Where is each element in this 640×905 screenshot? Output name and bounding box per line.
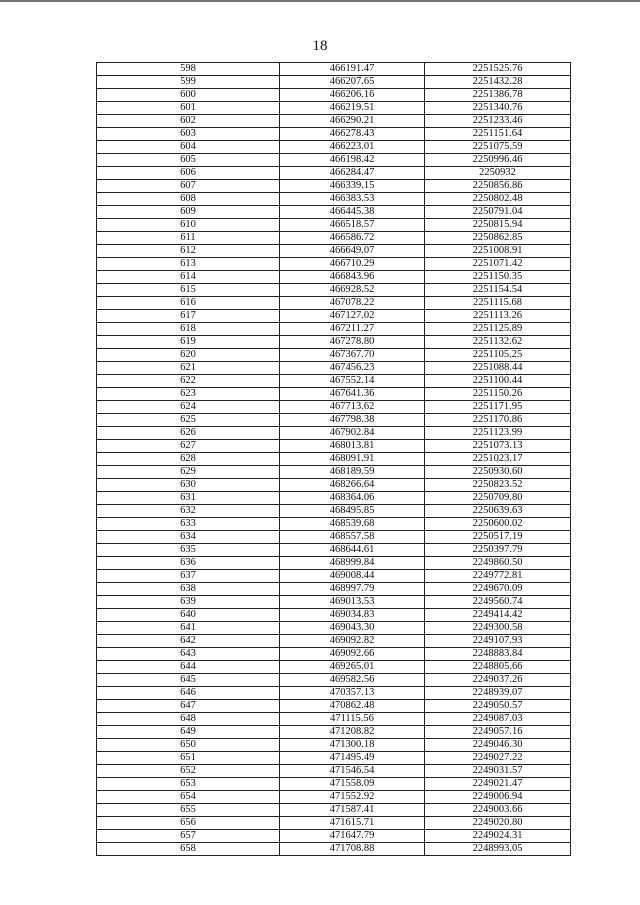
- y-coordinate-cell: 2248939.07: [425, 687, 571, 700]
- y-coordinate-cell: 2251100.44: [425, 375, 571, 388]
- point-number-cell: 627: [97, 440, 280, 453]
- x-coordinate-cell: 466191.47: [280, 63, 425, 76]
- table-row: [97, 154, 571, 167]
- x-coordinate-cell: 466290.21: [280, 115, 425, 128]
- point-number-cell: 640: [97, 609, 280, 622]
- y-coordinate-cell: 2249031.57: [425, 765, 571, 778]
- x-coordinate-cell: 467641.36: [280, 388, 425, 401]
- y-coordinate-cell: 2250996.46: [425, 154, 571, 167]
- x-coordinate-cell: 466278.43: [280, 128, 425, 141]
- table-row: [97, 804, 571, 817]
- y-coordinate-cell: 2250823.52: [425, 479, 571, 492]
- point-number-cell: 617: [97, 310, 280, 323]
- table-row: [97, 713, 571, 726]
- y-coordinate-cell: 2251008.91: [425, 245, 571, 258]
- x-coordinate-cell: 466383.53: [280, 193, 425, 206]
- point-number-cell: 634: [97, 531, 280, 544]
- y-coordinate-cell: 2248805.66: [425, 661, 571, 674]
- point-number-cell: 643: [97, 648, 280, 661]
- y-coordinate-cell: 2251105.25: [425, 349, 571, 362]
- point-number-cell: 605: [97, 154, 280, 167]
- table-row: [97, 466, 571, 479]
- y-coordinate-cell: 2248883.84: [425, 648, 571, 661]
- x-coordinate-cell: 468997.79: [280, 583, 425, 596]
- point-number-cell: 657: [97, 830, 280, 843]
- y-coordinate-cell: 2250802.48: [425, 193, 571, 206]
- table-row: [97, 115, 571, 128]
- point-number-cell: 611: [97, 232, 280, 245]
- table-row: [97, 687, 571, 700]
- y-coordinate-cell: 2251075.59: [425, 141, 571, 154]
- x-coordinate-cell: 466207.65: [280, 76, 425, 89]
- table-row: [97, 752, 571, 765]
- table-row: [97, 427, 571, 440]
- table-row: [97, 830, 571, 843]
- x-coordinate-cell: 471708.88: [280, 843, 425, 856]
- x-coordinate-cell: 468557.58: [280, 531, 425, 544]
- point-number-cell: 647: [97, 700, 280, 713]
- point-number-cell: 619: [97, 336, 280, 349]
- y-coordinate-cell: 2251233.46: [425, 115, 571, 128]
- point-number-cell: 624: [97, 401, 280, 414]
- x-coordinate-cell: 467127.02: [280, 310, 425, 323]
- point-number-cell: 614: [97, 271, 280, 284]
- x-coordinate-cell: 467713.62: [280, 401, 425, 414]
- y-coordinate-cell: 2250709.80: [425, 492, 571, 505]
- x-coordinate-cell: 471587.41: [280, 804, 425, 817]
- x-coordinate-cell: 469092.82: [280, 635, 425, 648]
- point-number-cell: 620: [97, 349, 280, 362]
- table-row: [97, 778, 571, 791]
- x-coordinate-cell: 466223.01: [280, 141, 425, 154]
- point-number-cell: 639: [97, 596, 280, 609]
- point-number-cell: 629: [97, 466, 280, 479]
- table-row: [97, 63, 571, 76]
- point-number-cell: 606: [97, 167, 280, 180]
- point-number-cell: 650: [97, 739, 280, 752]
- y-coordinate-cell: 2251150.26: [425, 388, 571, 401]
- point-number-cell: 653: [97, 778, 280, 791]
- point-number-cell: 610: [97, 219, 280, 232]
- y-coordinate-cell: 2249046.30: [425, 739, 571, 752]
- x-coordinate-cell: 468013.81: [280, 440, 425, 453]
- table-row: [97, 89, 571, 102]
- point-number-cell: 612: [97, 245, 280, 258]
- table-row: [97, 596, 571, 609]
- table-row: [97, 401, 571, 414]
- point-number-cell: 658: [97, 843, 280, 856]
- y-coordinate-cell: 2251115.68: [425, 297, 571, 310]
- point-number-cell: 648: [97, 713, 280, 726]
- y-coordinate-cell: 2251386.78: [425, 89, 571, 102]
- x-coordinate-cell: 471546.54: [280, 765, 425, 778]
- point-number-cell: 621: [97, 362, 280, 375]
- x-coordinate-cell: 470862.48: [280, 700, 425, 713]
- table-row: [97, 622, 571, 635]
- table-row: [97, 765, 571, 778]
- x-coordinate-cell: 467211.27: [280, 323, 425, 336]
- table-row: [97, 661, 571, 674]
- point-number-cell: 600: [97, 89, 280, 102]
- y-coordinate-cell: 2249670.09: [425, 583, 571, 596]
- x-coordinate-cell: 467078.22: [280, 297, 425, 310]
- y-coordinate-cell: 2249860.50: [425, 557, 571, 570]
- x-coordinate-cell: 468539.68: [280, 518, 425, 531]
- x-coordinate-cell: 469265.01: [280, 661, 425, 674]
- x-coordinate-cell: 471300.18: [280, 739, 425, 752]
- point-number-cell: 613: [97, 258, 280, 271]
- table-row: [97, 375, 571, 388]
- point-number-cell: 632: [97, 505, 280, 518]
- point-number-cell: 649: [97, 726, 280, 739]
- x-coordinate-cell: 469013.53: [280, 596, 425, 609]
- y-coordinate-cell: 2251432.28: [425, 76, 571, 89]
- x-coordinate-cell: 469043.30: [280, 622, 425, 635]
- table-row: [97, 271, 571, 284]
- x-coordinate-cell: 471208.82: [280, 726, 425, 739]
- y-coordinate-cell: 2249057.16: [425, 726, 571, 739]
- x-coordinate-cell: 471115.56: [280, 713, 425, 726]
- y-coordinate-cell: 2251073.13: [425, 440, 571, 453]
- x-coordinate-cell: 471495.49: [280, 752, 425, 765]
- x-coordinate-cell: 467278.80: [280, 336, 425, 349]
- x-coordinate-cell: 466284.47: [280, 167, 425, 180]
- y-coordinate-cell: 2249300.58: [425, 622, 571, 635]
- y-coordinate-cell: 2251088.44: [425, 362, 571, 375]
- table-row: [97, 219, 571, 232]
- y-coordinate-cell: 2250815.94: [425, 219, 571, 232]
- y-coordinate-cell: 2251113.26: [425, 310, 571, 323]
- table-row: [97, 258, 571, 271]
- y-coordinate-cell: 2250600.02: [425, 518, 571, 531]
- x-coordinate-cell: 468091.91: [280, 453, 425, 466]
- y-coordinate-cell: 2249037.26: [425, 674, 571, 687]
- y-coordinate-cell: 2249027.22: [425, 752, 571, 765]
- table-row: [97, 492, 571, 505]
- table-row: [97, 479, 571, 492]
- x-coordinate-cell: 469034.83: [280, 609, 425, 622]
- y-coordinate-cell: 2251132.62: [425, 336, 571, 349]
- y-coordinate-cell: 2251525.76: [425, 63, 571, 76]
- table-row: [97, 349, 571, 362]
- table-row: [97, 726, 571, 739]
- y-coordinate-cell: 2250397.79: [425, 544, 571, 557]
- x-coordinate-cell: 466710.29: [280, 258, 425, 271]
- point-number-cell: 604: [97, 141, 280, 154]
- x-coordinate-cell: 468495.85: [280, 505, 425, 518]
- y-coordinate-cell: 2251150.35: [425, 271, 571, 284]
- x-coordinate-cell: 467798.38: [280, 414, 425, 427]
- y-coordinate-cell: 2251154.54: [425, 284, 571, 297]
- x-coordinate-cell: 468266.64: [280, 479, 425, 492]
- table-row: [97, 76, 571, 89]
- point-number-cell: 603: [97, 128, 280, 141]
- table-row: [97, 609, 571, 622]
- table-row: [97, 180, 571, 193]
- x-coordinate-cell: 469092.66: [280, 648, 425, 661]
- y-coordinate-cell: 2250930.60: [425, 466, 571, 479]
- x-coordinate-cell: 471615.71: [280, 817, 425, 830]
- point-number-cell: 652: [97, 765, 280, 778]
- x-coordinate-cell: 471552.92: [280, 791, 425, 804]
- y-coordinate-cell: 2249560.74: [425, 596, 571, 609]
- table-row: [97, 167, 571, 180]
- table-row: [97, 843, 571, 856]
- point-number-cell: 622: [97, 375, 280, 388]
- table-row: [97, 739, 571, 752]
- x-coordinate-cell: 469008.44: [280, 570, 425, 583]
- table-row: [97, 531, 571, 544]
- x-coordinate-cell: 468999.84: [280, 557, 425, 570]
- x-coordinate-cell: 466198.42: [280, 154, 425, 167]
- table-row: [97, 518, 571, 531]
- y-coordinate-cell: 2251123.99: [425, 427, 571, 440]
- x-coordinate-cell: 466928.52: [280, 284, 425, 297]
- x-coordinate-cell: 468189.59: [280, 466, 425, 479]
- point-number-cell: 601: [97, 102, 280, 115]
- point-number-cell: 598: [97, 63, 280, 76]
- x-coordinate-cell: 466219.51: [280, 102, 425, 115]
- point-number-cell: 625: [97, 414, 280, 427]
- point-number-cell: 655: [97, 804, 280, 817]
- x-coordinate-cell: 466445.38: [280, 206, 425, 219]
- x-coordinate-cell: 466206.16: [280, 89, 425, 102]
- point-number-cell: 615: [97, 284, 280, 297]
- table-row: [97, 323, 571, 336]
- x-coordinate-cell: 467552.14: [280, 375, 425, 388]
- y-coordinate-cell: 2249087.03: [425, 713, 571, 726]
- point-number-cell: 630: [97, 479, 280, 492]
- table-row: [97, 570, 571, 583]
- x-coordinate-cell: 466649.07: [280, 245, 425, 258]
- point-number-cell: 608: [97, 193, 280, 206]
- y-coordinate-cell: 2251340.76: [425, 102, 571, 115]
- point-number-cell: 654: [97, 791, 280, 804]
- table-row: [97, 453, 571, 466]
- y-coordinate-cell: 2251151.64: [425, 128, 571, 141]
- y-coordinate-cell: 2249024.31: [425, 830, 571, 843]
- point-number-cell: 628: [97, 453, 280, 466]
- point-number-cell: 609: [97, 206, 280, 219]
- table-row: [97, 206, 571, 219]
- y-coordinate-cell: 2249772.81: [425, 570, 571, 583]
- y-coordinate-cell: 2249003.66: [425, 804, 571, 817]
- x-coordinate-cell: 467456.23: [280, 362, 425, 375]
- point-number-cell: 646: [97, 687, 280, 700]
- x-coordinate-cell: 471558.09: [280, 778, 425, 791]
- table-row: [97, 505, 571, 518]
- table-row: [97, 583, 571, 596]
- point-number-cell: 602: [97, 115, 280, 128]
- point-number-cell: 635: [97, 544, 280, 557]
- x-coordinate-cell: 467902.84: [280, 427, 425, 440]
- point-number-cell: 599: [97, 76, 280, 89]
- point-number-cell: 644: [97, 661, 280, 674]
- y-coordinate-cell: 2248993.05: [425, 843, 571, 856]
- x-coordinate-cell: 468644.61: [280, 544, 425, 557]
- table-row: [97, 700, 571, 713]
- x-coordinate-cell: 471647.79: [280, 830, 425, 843]
- table-row: [97, 284, 571, 297]
- point-number-cell: 636: [97, 557, 280, 570]
- coordinate-table: [96, 62, 571, 856]
- table-row: [97, 817, 571, 830]
- table-row: [97, 635, 571, 648]
- x-coordinate-cell: 466843.96: [280, 271, 425, 284]
- y-coordinate-cell: 2249020.80: [425, 817, 571, 830]
- table-row: [97, 336, 571, 349]
- x-coordinate-cell: 468364.06: [280, 492, 425, 505]
- point-number-cell: 623: [97, 388, 280, 401]
- y-coordinate-cell: 2250932: [425, 167, 571, 180]
- x-coordinate-cell: 466339.15: [280, 180, 425, 193]
- y-coordinate-cell: 2249021.47: [425, 778, 571, 791]
- point-number-cell: 616: [97, 297, 280, 310]
- point-number-cell: 656: [97, 817, 280, 830]
- table-row: [97, 310, 571, 323]
- point-number-cell: 618: [97, 323, 280, 336]
- top-rule: [0, 0, 640, 2]
- y-coordinate-cell: 2251170.86: [425, 414, 571, 427]
- point-number-cell: 642: [97, 635, 280, 648]
- table-row: [97, 362, 571, 375]
- point-number-cell: 641: [97, 622, 280, 635]
- x-coordinate-cell: 466518.57: [280, 219, 425, 232]
- table-row: [97, 648, 571, 661]
- table-row: [97, 791, 571, 804]
- y-coordinate-cell: 2249006.94: [425, 791, 571, 804]
- y-coordinate-cell: 2249050.57: [425, 700, 571, 713]
- table-row: [97, 128, 571, 141]
- y-coordinate-cell: 2251071.42: [425, 258, 571, 271]
- x-coordinate-cell: 467367.70: [280, 349, 425, 362]
- point-number-cell: 651: [97, 752, 280, 765]
- y-coordinate-cell: 2251125.89: [425, 323, 571, 336]
- y-coordinate-cell: 2250862.85: [425, 232, 571, 245]
- table-row: [97, 193, 571, 206]
- page-number: 18: [312, 38, 328, 54]
- table-row: [97, 440, 571, 453]
- coordinate-table-body: [97, 63, 571, 856]
- table-row: [97, 232, 571, 245]
- x-coordinate-cell: 470357.13: [280, 687, 425, 700]
- point-number-cell: 633: [97, 518, 280, 531]
- table-row: [97, 102, 571, 115]
- y-coordinate-cell: 2251023.17: [425, 453, 571, 466]
- y-coordinate-cell: 2250517.19: [425, 531, 571, 544]
- table-row: [97, 414, 571, 427]
- table-row: [97, 141, 571, 154]
- table-row: [97, 544, 571, 557]
- table-row: [97, 674, 571, 687]
- x-coordinate-cell: 466586.72: [280, 232, 425, 245]
- point-number-cell: 638: [97, 583, 280, 596]
- y-coordinate-cell: 2250791.04: [425, 206, 571, 219]
- table-row: [97, 557, 571, 570]
- point-number-cell: 645: [97, 674, 280, 687]
- y-coordinate-cell: 2250639.63: [425, 505, 571, 518]
- y-coordinate-cell: 2251171.95: [425, 401, 571, 414]
- point-number-cell: 607: [97, 180, 280, 193]
- table-row: [97, 245, 571, 258]
- point-number-cell: 631: [97, 492, 280, 505]
- y-coordinate-cell: 2250856.86: [425, 180, 571, 193]
- point-number-cell: 626: [97, 427, 280, 440]
- point-number-cell: 637: [97, 570, 280, 583]
- y-coordinate-cell: 2249414.42: [425, 609, 571, 622]
- x-coordinate-cell: 469582.56: [280, 674, 425, 687]
- table-row: [97, 297, 571, 310]
- y-coordinate-cell: 2249107.93: [425, 635, 571, 648]
- table-row: [97, 388, 571, 401]
